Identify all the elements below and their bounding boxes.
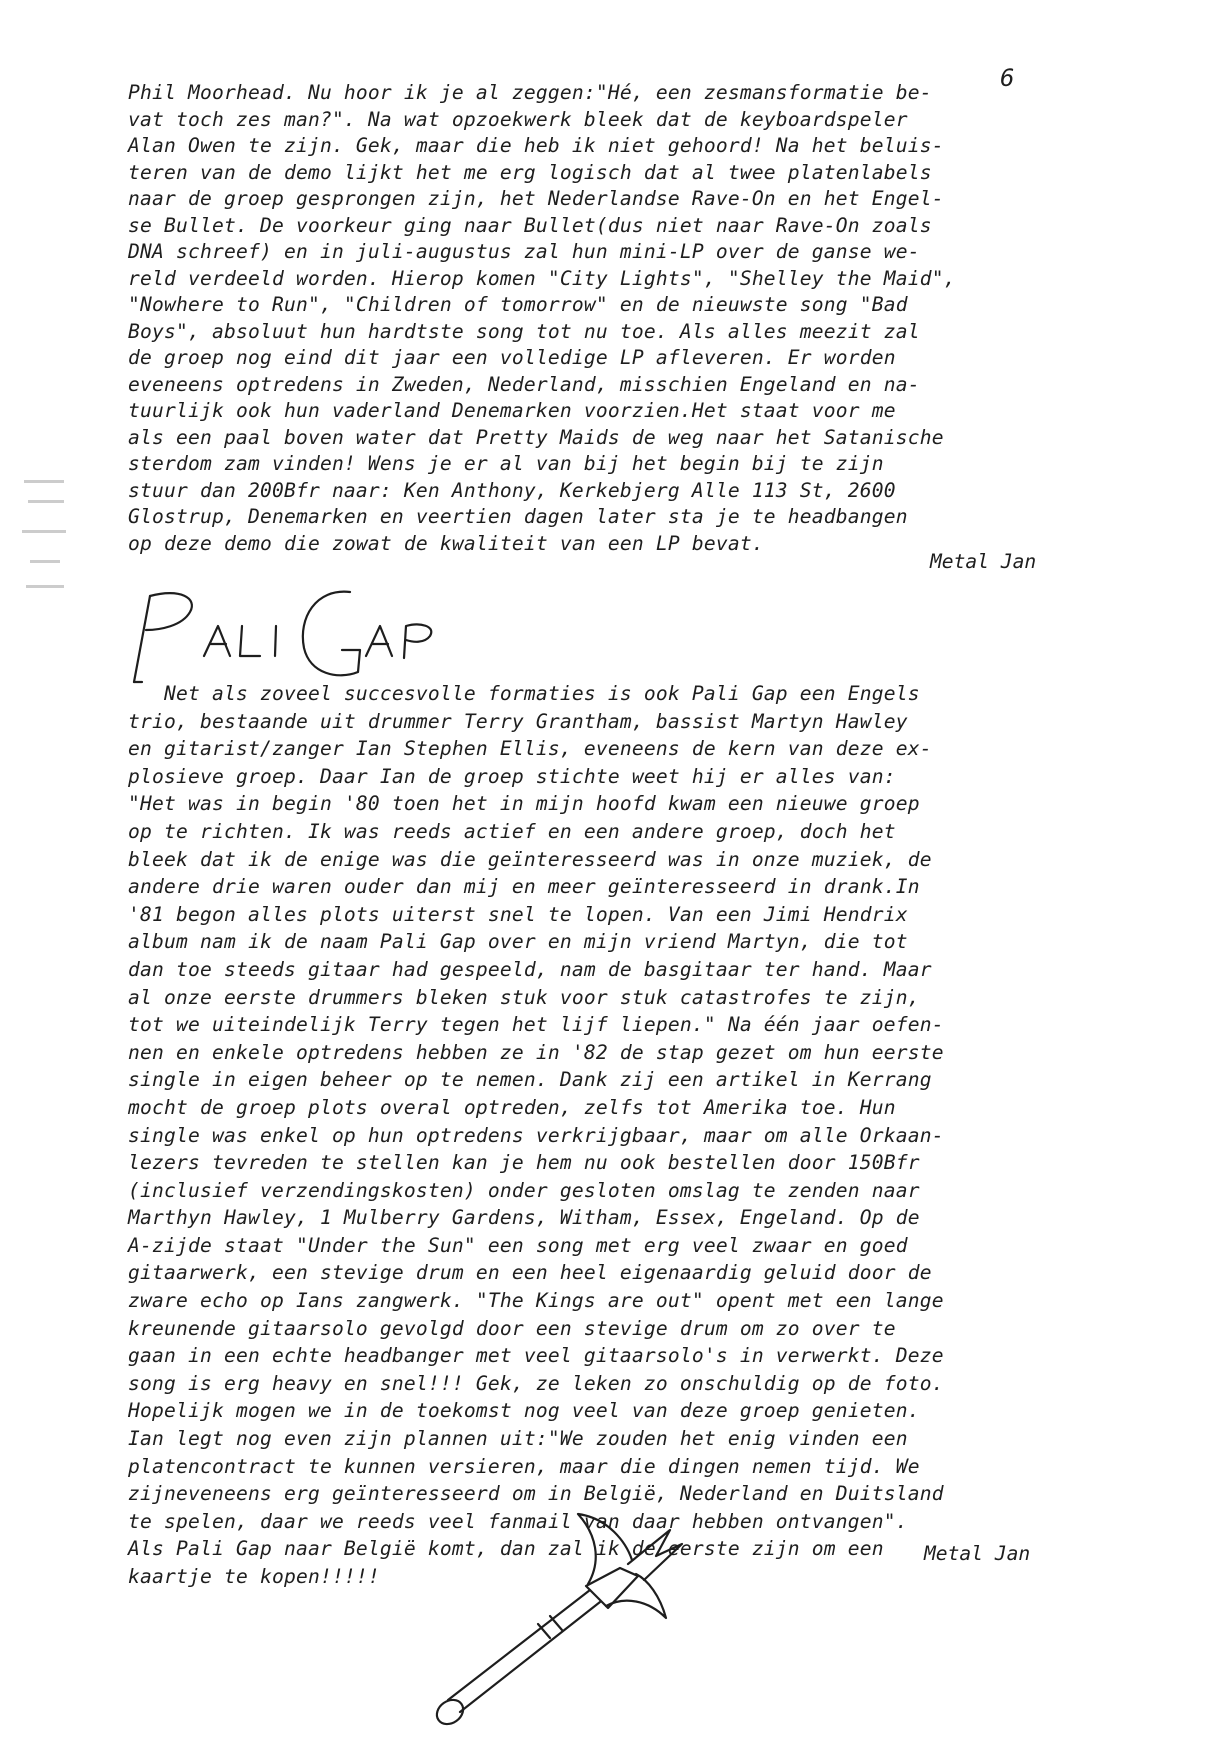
pali-gap-text-line: Net als zoveel succesvolle formaties is ook Pali Gap een Engels bbox=[128, 682, 920, 705]
pretty-maids-text-line: Alan Owen te zijn. Gek, maar die heb ik niet gehoord! Na het beluis- bbox=[128, 134, 944, 157]
pretty-maids-text-line: vat toch zes man?". Na wat opzoekwerk bleek dat de keyboardspeler bbox=[128, 107, 908, 131]
pali-gap-text-line: song is erg heavy en snel!!! Gek, ze leken zo onschuldig op de foto. bbox=[128, 1371, 944, 1395]
pretty-maids-text-line: se Bullet. De voorkeur ging naar Bullet(dus niet naar Rave-On zoals bbox=[128, 213, 932, 237]
pali-gap-text-line: kaartje te kopen!!!!! bbox=[128, 1565, 380, 1588]
pali-gap-text-line: single in eigen beheer op te nemen. Dank zij een artikel in Kerrang bbox=[128, 1068, 932, 1092]
pali-gap-text-line: "Het was in begin '80 toen het in mijn hoofd kwam een nieuwe groep bbox=[128, 792, 920, 816]
pali-gap-text-line: platencontract te kunnen versieren, maar die dingen nemen tijd. We bbox=[128, 1454, 920, 1478]
pali-gap-text-line: album nam ik de naam Pali Gap over en mijn vriend Martyn, die tot bbox=[128, 930, 908, 954]
pali-gap-text-line: en gitarist/zanger Ian Stephen Ellis, eveneens de kern van deze ex- bbox=[128, 737, 932, 761]
pretty-maids-text-line: naar de groep gesprongen zijn, het Nederlandse Rave-On en het Engel- bbox=[128, 187, 944, 210]
pretty-maids-text-line: Boys", absoluut hun hardtste song tot nu toe. Als alles meezit zal bbox=[128, 319, 920, 343]
pali-gap-text-line: Marthyn Hawley, 1 Mulberry Gardens, Witham, Essex, Engeland. Op de bbox=[128, 1206, 920, 1230]
pretty-maids-text-line: teren van de demo lijkt het me erg logisch dat al twee platenlabels bbox=[128, 160, 932, 184]
pretty-maids-text-line: stuur dan 200Bfr naar: Ken Anthony, Kerkebjerg Alle 113 St, 2600 bbox=[128, 478, 896, 502]
pali-gap-text-line: plosieve groep. Daar Ian de groep stichte weet hij er alles van: bbox=[128, 764, 896, 788]
author-signature: Metal Jan bbox=[924, 1542, 1031, 1565]
pali-gap-text-line: mocht de groep plots overal optreden, zelfs tot Amerika toe. Hun bbox=[128, 1095, 896, 1119]
pali-gap-text-line: zijneveneens erg geïnteresseerd om in België, Nederland en Duitsland bbox=[128, 1482, 944, 1506]
article-text-pretty-maids bbox=[128, 80, 956, 557]
pali-gap-text-line: gaan in een echte headbanger met veel gitaarsolo's in verwerkt. Deze bbox=[128, 1344, 944, 1368]
pali-gap-text-line: dan toe steeds gitaar had gespeeld, nam de basgitaar ter hand. Maar bbox=[128, 957, 932, 981]
pretty-maids-text-line: reld verdeeld worden. Hierop komen "City Lights", "Shelley the Maid", bbox=[128, 266, 956, 290]
pretty-maids-text-line: DNA schreef) en in juli-augustus zal hun mini-LP over de ganse we- bbox=[128, 240, 920, 263]
pretty-maids-text-line: sterdom zam vinden! Wens je er al van bij het begin bij te zijn bbox=[128, 452, 884, 475]
pali-gap-text-line: Ian legt nog even zijn plannen uit:"We zouden het enig vinden een bbox=[128, 1427, 908, 1451]
pali-gap-text-line: al onze eerste drummers bleken stuk voor stuk catastrofes te zijn, bbox=[128, 985, 920, 1009]
margin-marks bbox=[20, 470, 80, 610]
pretty-maids-text-line: de groep nog eind dit jaar een volledige LP afleveren. Er worden bbox=[128, 346, 896, 369]
pali-gap-text-line: te spelen, daar we reeds veel fanmail van daar hebben ontvangen". bbox=[128, 1509, 908, 1533]
pali-gap-text-line: '81 begon alles plots uiterst snel te lopen. Van een Jimi Hendrix bbox=[128, 902, 908, 926]
pali-gap-text-line: lezers tevreden te stellen kan je hem nu ook bestellen door 150Bfr bbox=[128, 1151, 920, 1175]
pali-gap-text-line: op te richten. Ik was reeds actief en een andere groep, doch het bbox=[128, 819, 896, 843]
pretty-maids-text-line: als een paal boven water dat Pretty Maids de weg naar het Satanische bbox=[128, 425, 944, 449]
pali-gap-text-line: single was enkel op hun optredens verkrijgbaar, maar om alle Orkaan- bbox=[128, 1123, 944, 1147]
pretty-maids-text-line: tuurlijk ook hun vaderland Denemarken voorzien.Het staat voor me bbox=[128, 399, 896, 422]
pali-gap-text-line: andere drie waren ouder dan mij en meer geïnteresseerd in drank.In bbox=[128, 875, 920, 899]
pretty-maids-text-line: op deze demo die zowat de kwaliteit van een LP bevat. bbox=[128, 531, 764, 555]
pretty-maids-text-line: Phil Moorhead. Nu hoor ik je al zeggen:"Hé, een zesmansformatie be- bbox=[128, 81, 932, 104]
pali-gap-text-line: bleek dat ik de enige was die geïnteresseerd was in onze muziek, de bbox=[128, 847, 932, 871]
pali-gap-text-line: zware echo op Ians zangwerk. "The Kings are out" opent met een lange bbox=[128, 1289, 944, 1313]
pali-gap-text-line: Hopelijk mogen we in de toekomst nog veel van deze groep genieten. bbox=[128, 1399, 920, 1423]
pali-gap-text-line: A-zijde staat "Under the Sun" een song met erg veel zwaar en goed bbox=[128, 1233, 908, 1257]
article-text-pali-gap bbox=[128, 680, 944, 1588]
pali-gap-title bbox=[120, 578, 540, 688]
pali-gap-text-line: (inclusief verzendingskosten) onder gesloten omslag te zenden naar bbox=[128, 1178, 920, 1202]
author-signature: Metal Jan bbox=[930, 550, 1037, 573]
pretty-maids-text-line: "Nowhere to Run", "Children of tomorrow" en de nieuwste song "Bad bbox=[128, 293, 908, 316]
pali-gap-text-line: gitaarwerk, een stevige drum en een heel eigenaardig geluid door de bbox=[128, 1261, 932, 1285]
pali-gap-text-line: nen en enkele optredens hebben ze in '82 de stap gezet om hun eerste bbox=[128, 1040, 944, 1064]
axe-illustration bbox=[420, 1500, 740, 1730]
pali-gap-text-line: Als Pali Gap naar België komt, dan zal ik de eerste zijn om een bbox=[128, 1537, 884, 1561]
pali-gap-text-line: trio, bestaande uit drummer Terry Grantham, bassist Martyn Hawley bbox=[128, 709, 908, 733]
pali-gap-text-line: kreunende gitaarsolo gevolgd door een stevige drum om zo over te bbox=[128, 1316, 896, 1340]
pretty-maids-text-line: eveneens optredens in Zweden, Nederland, misschien Engeland en na- bbox=[128, 372, 920, 396]
pali-gap-text-line: tot we uiteindelijk Terry tegen het lijf liepen." Na één jaar oefen- bbox=[128, 1013, 944, 1037]
pretty-maids-text-line: Glostrup, Denemarken en veertien dagen later sta je te headbangen bbox=[128, 505, 908, 528]
page-number: 6 bbox=[1000, 64, 1015, 92]
